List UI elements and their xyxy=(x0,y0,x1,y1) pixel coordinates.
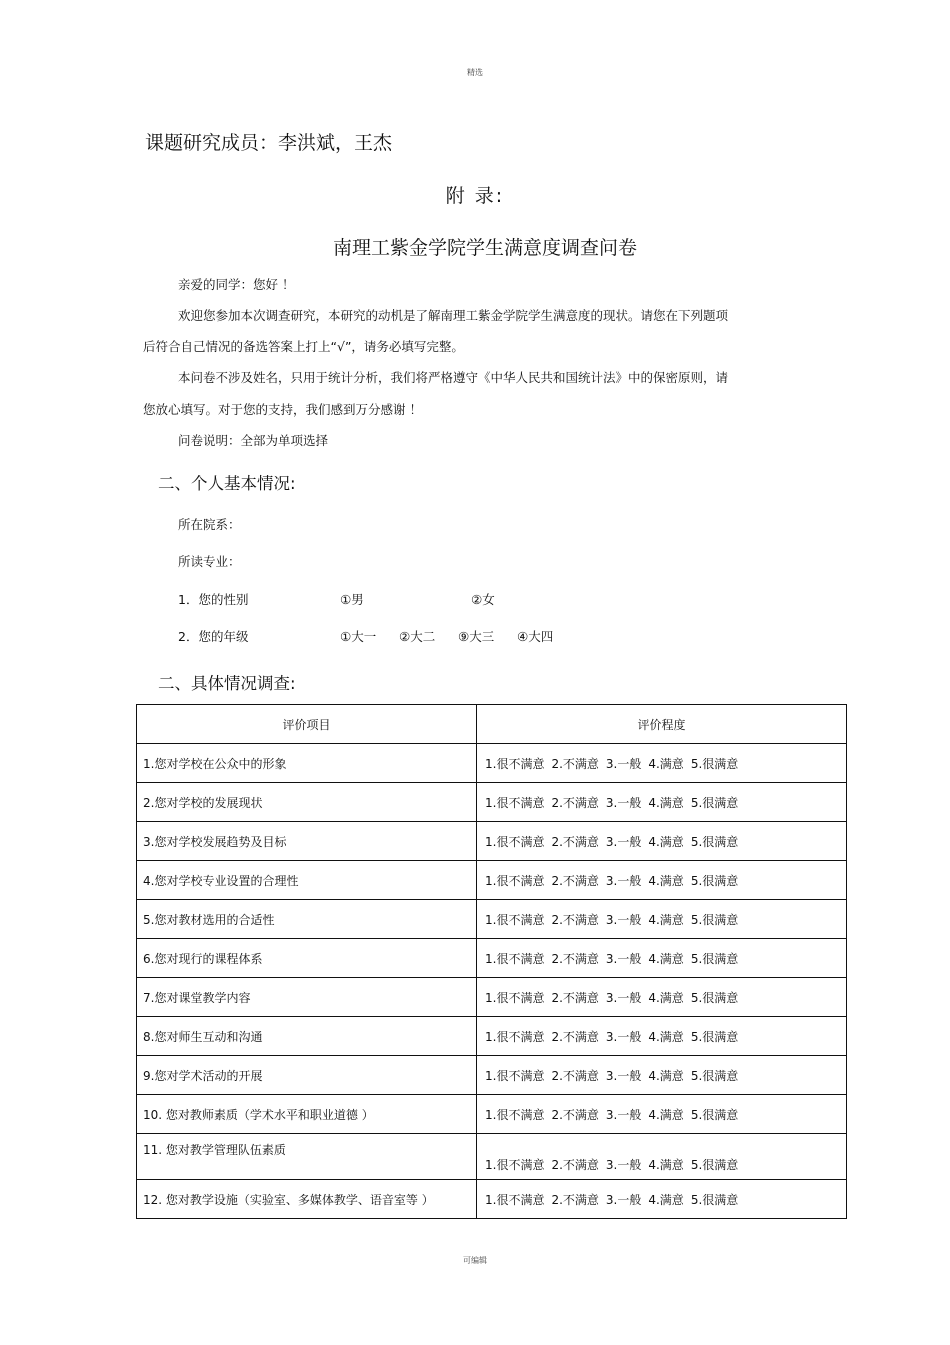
rating-option-2[interactable]: 2.不满意 xyxy=(551,912,599,927)
rating-option-3[interactable]: 3.一般 xyxy=(605,873,642,888)
intro-paragraph-1-line-2: 后符合自己情况的备选答案上打上“√”，请务必填写完整。 xyxy=(143,339,464,354)
gender-question-label: 1．您的性别 xyxy=(178,592,249,607)
rating-option-2[interactable]: 2.不满意 xyxy=(551,990,599,1005)
rating-option-2[interactable]: 2.不满意 xyxy=(551,795,599,810)
evaluation-item-cell: 2.您对学校的发展现状 xyxy=(137,783,477,822)
rating-scale-cell xyxy=(477,1134,847,1180)
rating-option-1[interactable]: 1.很不满意 xyxy=(485,1029,545,1044)
rating-option-4[interactable]: 4.满意 xyxy=(648,1029,684,1044)
satisfaction-rating-table xyxy=(136,704,847,1219)
major-field-label: 所读专业： xyxy=(178,554,241,569)
evaluation-item-cell: 4.您对学校专业设置的合理性 xyxy=(137,861,477,900)
page-footer-mark: 可编辑 xyxy=(463,1256,487,1265)
rating-option-5[interactable]: 5.很满意 xyxy=(690,1158,739,1172)
rating-option-2[interactable]: 2.不满意 xyxy=(551,873,599,888)
grade-option-senior[interactable]: ④大四 xyxy=(517,629,554,644)
department-field-label: 所在院系： xyxy=(178,517,241,532)
rating-option-4[interactable]: 4.满意 xyxy=(648,951,684,966)
rating-option-5[interactable]: 5.很满意 xyxy=(690,1068,739,1083)
rating-option-5[interactable]: 5.很满意 xyxy=(690,990,739,1005)
rating-option-4[interactable]: 4.满意 xyxy=(648,795,684,810)
rating-option-3[interactable]: 3.一般 xyxy=(605,756,642,771)
table-header-row xyxy=(137,705,847,744)
rating-option-4[interactable]: 4.满意 xyxy=(648,990,684,1005)
rating-option-2[interactable]: 2.不满意 xyxy=(551,1068,599,1083)
table-row xyxy=(137,1095,847,1134)
rating-option-1[interactable]: 1.很不满意 xyxy=(485,912,545,927)
evaluation-item-cell: 12. 您对教学设施（实验室、多媒体教学、语音室等 ） xyxy=(137,1180,477,1219)
rating-option-4[interactable]: 4.满意 xyxy=(648,1107,684,1122)
rating-option-5[interactable]: 5.很满意 xyxy=(690,1192,739,1207)
rating-option-5[interactable]: 5.很满意 xyxy=(690,912,739,927)
rating-option-5[interactable]: 5.很满意 xyxy=(690,1029,739,1044)
rating-option-2[interactable]: 2.不满意 xyxy=(551,951,599,966)
rating-option-1[interactable]: 1.很不满意 xyxy=(485,1107,545,1122)
evaluation-item-cell: 10. 您对教师素质（学术水平和职业道德 ） xyxy=(137,1095,477,1134)
evaluation-item-cell: 9.您对学术活动的开展 xyxy=(137,1056,477,1095)
rating-option-4[interactable]: 4.满意 xyxy=(648,912,684,927)
rating-scale-cell xyxy=(477,1017,847,1056)
rating-option-1[interactable]: 1.很不满意 xyxy=(485,1068,545,1083)
rating-option-2[interactable]: 2.不满意 xyxy=(551,1192,599,1207)
rating-scale-cell xyxy=(477,783,847,822)
rating-option-4[interactable]: 4.满意 xyxy=(648,873,684,888)
appendix-heading: 附 录: xyxy=(445,185,505,207)
rating-option-2[interactable]: 2.不满意 xyxy=(551,756,599,771)
rating-scale-cell xyxy=(477,1180,847,1219)
rating-scale-cell xyxy=(477,1095,847,1134)
table-row xyxy=(137,822,847,861)
evaluation-item-cell: 6.您对现行的课程体系 xyxy=(137,939,477,978)
rating-option-3[interactable]: 3.一般 xyxy=(605,1192,642,1207)
section-survey-heading: 二、具体情况调查: xyxy=(158,674,296,693)
rating-scale-cell xyxy=(477,822,847,861)
rating-option-1[interactable]: 1.很不满意 xyxy=(485,873,545,888)
rating-option-2[interactable]: 2.不满意 xyxy=(551,1029,599,1044)
rating-option-4[interactable]: 4.满意 xyxy=(648,1192,684,1207)
evaluation-item-cell: 8.您对师生互动和沟通 xyxy=(137,1017,477,1056)
table-row xyxy=(137,1134,847,1180)
evaluation-item-cell: 3.您对学校发展趋势及目标 xyxy=(137,822,477,861)
rating-option-3[interactable]: 3.一般 xyxy=(605,1107,642,1122)
table-row xyxy=(137,783,847,822)
gender-question xyxy=(178,590,578,610)
rating-option-2[interactable]: 2.不满意 xyxy=(551,834,599,849)
grade-question-label: 2．您的年级 xyxy=(178,629,249,644)
gender-option-male[interactable]: ①男 xyxy=(340,592,364,607)
rating-option-1[interactable]: 1.很不满意 xyxy=(485,756,545,771)
header-evaluation-item: 评价项目 xyxy=(137,705,477,744)
rating-scale-cell xyxy=(477,900,847,939)
rating-scale-cell xyxy=(477,939,847,978)
research-members-line: 课题研究成员：李洪斌，王杰 xyxy=(145,132,393,154)
rating-option-3[interactable]: 3.一般 xyxy=(605,990,642,1005)
intro-paragraph-1-line-1: 欢迎您参加本次调查研究，本研究的动机是了解南理工紫金学院学生满意度的现状。请您在下列题项 xyxy=(178,308,729,323)
rating-option-5[interactable]: 5.很满意 xyxy=(690,756,739,771)
rating-option-1[interactable]: 1.很不满意 xyxy=(485,834,545,849)
rating-option-4[interactable]: 4.满意 xyxy=(648,834,684,849)
rating-option-5[interactable]: 5.很满意 xyxy=(690,873,739,888)
rating-option-4[interactable]: 4.满意 xyxy=(648,756,684,771)
rating-option-3[interactable]: 3.一般 xyxy=(605,834,642,849)
evaluation-item-cell: 5.您对教材选用的合适性 xyxy=(137,900,477,939)
rating-option-3[interactable]: 3.一般 xyxy=(605,1029,642,1044)
rating-option-5[interactable]: 5.很满意 xyxy=(690,1107,739,1122)
table-row xyxy=(137,744,847,783)
page-header-mark: 精选 xyxy=(467,68,483,77)
evaluation-item-cell: 7.您对课堂教学内容 xyxy=(137,978,477,1017)
evaluation-item-cell: 11. 您对教学管理队伍素质 xyxy=(137,1134,477,1180)
rating-option-3[interactable]: 3.一般 xyxy=(605,951,642,966)
rating-option-3[interactable]: 3.一般 xyxy=(605,1158,642,1172)
rating-scale-cell xyxy=(477,978,847,1017)
grade-option-junior[interactable]: ⑨大三 xyxy=(458,629,495,644)
rating-option-5[interactable]: 5.很满意 xyxy=(690,834,739,849)
rating-option-3[interactable]: 3.一般 xyxy=(605,912,642,927)
table-row xyxy=(137,900,847,939)
rating-scale-cell xyxy=(477,1056,847,1095)
gender-option-female[interactable]: ②女 xyxy=(471,592,495,607)
section-basic-info-heading: 二、个人基本情况: xyxy=(158,474,296,493)
table-row xyxy=(137,1056,847,1095)
rating-option-1[interactable]: 1.很不满意 xyxy=(485,1192,545,1207)
evaluation-item-cell: 1.您对学校在公众中的形象 xyxy=(137,744,477,783)
rating-option-2[interactable]: 2.不满意 xyxy=(551,1107,599,1122)
rating-option-1[interactable]: 1.很不满意 xyxy=(485,990,545,1005)
intro-paragraph-2-line-2: 您放心填写。对于您的支持，我们感到万分感谢 ！ xyxy=(143,402,422,417)
header-evaluation-degree: 评价程度 xyxy=(477,705,847,744)
table-row xyxy=(137,1017,847,1056)
rating-scale-cell xyxy=(477,744,847,783)
intro-paragraph-2-line-1: 本问卷不涉及姓名，只用于统计分析，我们将严格遵守《中华人民共和国统计法》中的保密原则，请 xyxy=(178,370,729,385)
rating-option-5[interactable]: 5.很满意 xyxy=(690,795,739,810)
rating-scale-cell xyxy=(477,861,847,900)
grade-question xyxy=(178,627,598,647)
rating-option-1[interactable]: 1.很不满意 xyxy=(485,795,545,810)
survey-note: 问卷说明：全部为单项选择 xyxy=(178,433,329,448)
rating-option-2[interactable]: 2.不满意 xyxy=(551,1158,599,1172)
rating-option-1[interactable]: 1.很不满意 xyxy=(485,1158,545,1172)
rating-option-3[interactable]: 3.一般 xyxy=(605,795,642,810)
greeting-text: 亲爱的同学：您好 ！ xyxy=(178,277,295,292)
table-row xyxy=(137,939,847,978)
rating-option-1[interactable]: 1.很不满意 xyxy=(485,951,545,966)
rating-option-3[interactable]: 3.一般 xyxy=(605,1068,642,1083)
rating-option-4[interactable]: 4.满意 xyxy=(648,1158,684,1172)
table-row xyxy=(137,861,847,900)
rating-option-5[interactable]: 5.很满意 xyxy=(690,951,739,966)
grade-option-sophomore[interactable]: ②大二 xyxy=(399,629,436,644)
rating-option-4[interactable]: 4.满意 xyxy=(648,1068,684,1083)
table-row xyxy=(137,1180,847,1219)
survey-title: 南理工紫金学院学生满意度调查问卷 xyxy=(332,237,637,259)
table-row xyxy=(137,978,847,1017)
grade-option-freshman[interactable]: ①大一 xyxy=(340,629,377,644)
